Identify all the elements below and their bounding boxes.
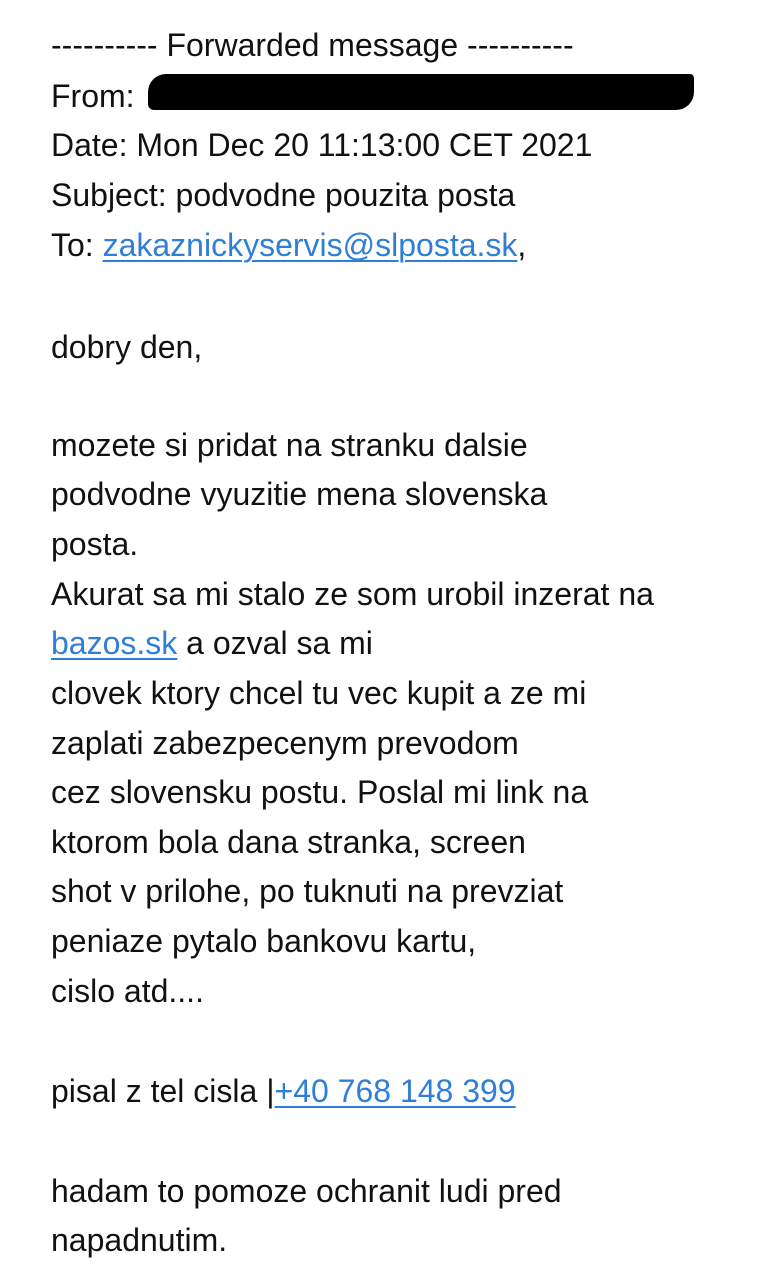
body-line: shot v prilohe, po tuknuti na prevziat — [51, 873, 564, 909]
body-line-with-link — [51, 623, 373, 663]
from-label: From: — [51, 78, 135, 114]
forwarded-message-divider: ---------- Forwarded message ---------- — [51, 27, 574, 63]
to-label: To: — [51, 227, 103, 263]
body-line: posta. — [51, 526, 139, 562]
from-row — [51, 76, 135, 116]
body-line: clovek ktory chcel tu vec kupit a ze mi — [51, 675, 587, 711]
subject-row: Subject: podvodne pouzita posta — [51, 177, 516, 213]
greeting: dobry den, — [51, 329, 203, 365]
body-line: cislo atd.... — [51, 973, 204, 1009]
to-suffix: , — [517, 227, 527, 263]
phone-number-link[interactable]: +40 768 148 399 — [274, 1073, 516, 1109]
to-email-link[interactable]: zakaznickyservis@slposta.sk — [102, 227, 518, 263]
body-line: Akurat sa mi stalo ze som urobil inzerat na — [51, 576, 654, 612]
body-line: podvodne vyuzitie mena slovenska — [51, 476, 548, 512]
body-line: zaplati zabezpecenym prevodom — [51, 725, 519, 761]
body-line: peniaze pytalo bankovu kartu, — [51, 923, 477, 959]
body-line-text: a ozval sa mi — [177, 625, 373, 661]
to-row — [51, 225, 526, 265]
bazos-link[interactable]: bazos.sk — [51, 625, 178, 661]
phone-prefix: pisal z tel cisla | — [51, 1073, 275, 1109]
closing-line: napadnutim. — [51, 1222, 228, 1258]
body-line: ktorom bola dana stranka, screen — [51, 824, 526, 860]
closing-line: hadam to pomoze ochranit ludi pred — [51, 1173, 562, 1209]
phone-line — [51, 1071, 516, 1111]
body-line: cez slovensku postu. Poslal mi link na — [51, 774, 589, 810]
body-line: mozete si pridat na stranku dalsie — [51, 427, 528, 463]
redacted-sender — [148, 74, 694, 110]
date-row: Date: Mon Dec 20 11:13:00 CET 2021 — [51, 127, 593, 163]
